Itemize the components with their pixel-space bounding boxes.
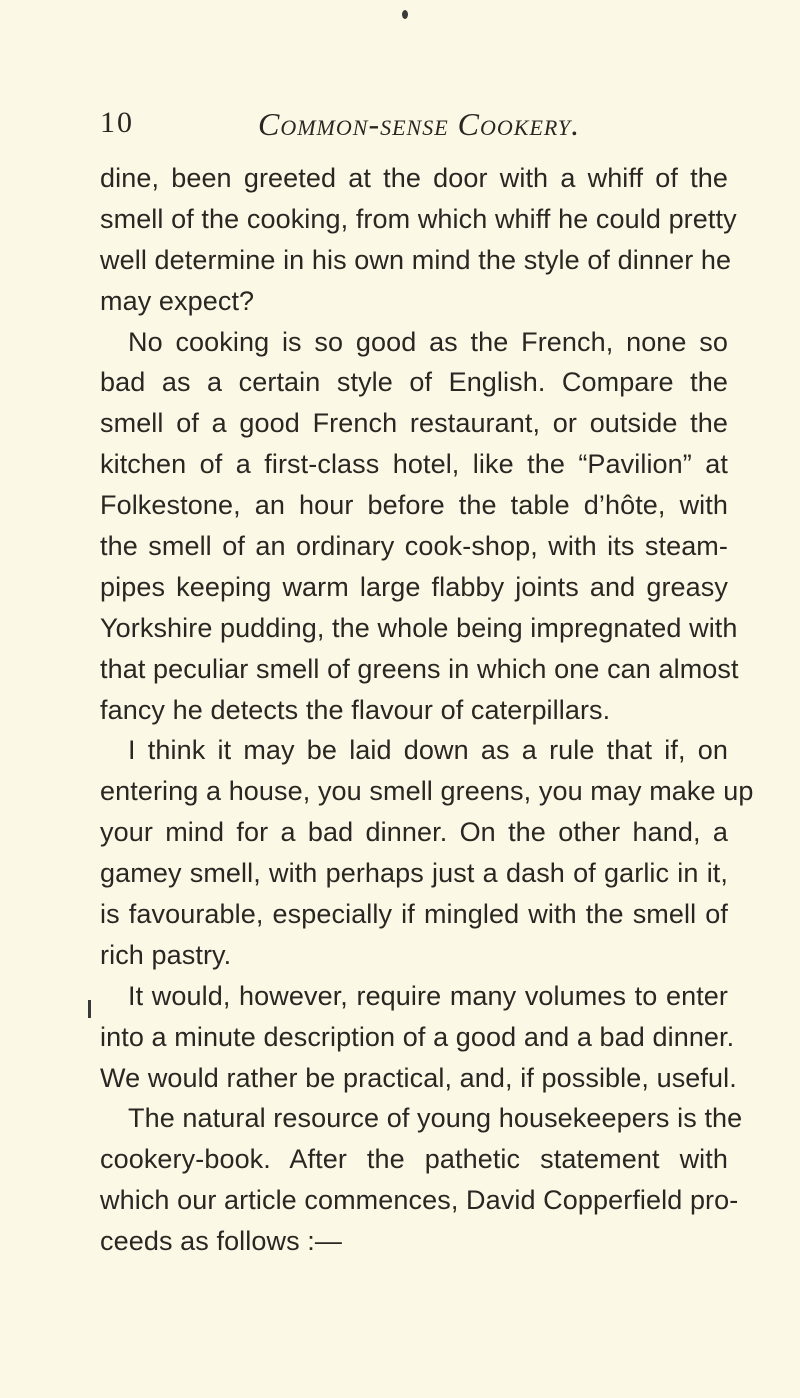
page-number: 10 xyxy=(100,106,134,139)
text-line: It would, however, require many volumes to enter xyxy=(128,980,728,1011)
text-line: No cooking is so good as the French, none so xyxy=(128,326,728,357)
text-line: smell of a good French restaurant, or outside the xyxy=(100,408,728,439)
text-line: We would rather be practical, and, if possible, useful. xyxy=(100,1062,737,1093)
text-line: is favourable, especially if mingled with the smell of xyxy=(100,899,728,930)
text-line: ceeds as follows :— xyxy=(100,1226,342,1257)
text-line: the smell of an ordinary cook-shop, with its steam- xyxy=(100,531,728,562)
text-line: Yorkshire pudding, the whole being impregnated with xyxy=(100,612,738,643)
text-line: may expect? xyxy=(100,285,255,316)
text-line: fancy he detects the flavour of caterpillars. xyxy=(100,694,611,725)
text-line: kitchen of a first-class hotel, like the “Pavilion” at xyxy=(100,449,728,480)
text-line: dine, been greeted at the door with a whiff of the xyxy=(100,163,728,193)
text-line: rich pastry. xyxy=(100,939,232,970)
text-line: smell of the cooking, from which whiff he could pretty xyxy=(100,203,737,234)
text-line: The natural resource of young housekeepers is the xyxy=(128,1103,743,1134)
text-line: gamey smell, with perhaps just a dash of garlic in it, xyxy=(100,858,728,889)
text-line: into a minute description of a good and a bad dinner. xyxy=(100,1021,735,1052)
text-line: cookery-book. After the pathetic statement with xyxy=(100,1144,728,1175)
text-line: that peculiar smell of greens in which one can almost xyxy=(100,653,739,684)
text-line: I think it may be laid down as a rule that if, on xyxy=(128,735,728,766)
text-line: entering a house, you smell greens, you may make up xyxy=(100,776,754,807)
text-line: which our article commences, David Copperfield pro- xyxy=(100,1185,739,1216)
text-line: your mind for a bad dinner. On the other hand, a xyxy=(100,817,728,848)
text-line: pipes keeping warm large flabby joints and greasy xyxy=(100,571,728,602)
body-text xyxy=(100,158,754,1262)
text-line: Folkestone, an hour before the table d’hôte, with xyxy=(100,490,728,521)
text-line: well determine in his own mind the style of dinner he xyxy=(100,244,732,275)
print-mark xyxy=(402,10,408,19)
running-title: Common-sense Cookery. xyxy=(258,106,581,142)
margin-mark xyxy=(88,1000,91,1018)
text-line: bad as a certain style of English. Compare the xyxy=(100,367,728,398)
running-head xyxy=(100,106,720,146)
